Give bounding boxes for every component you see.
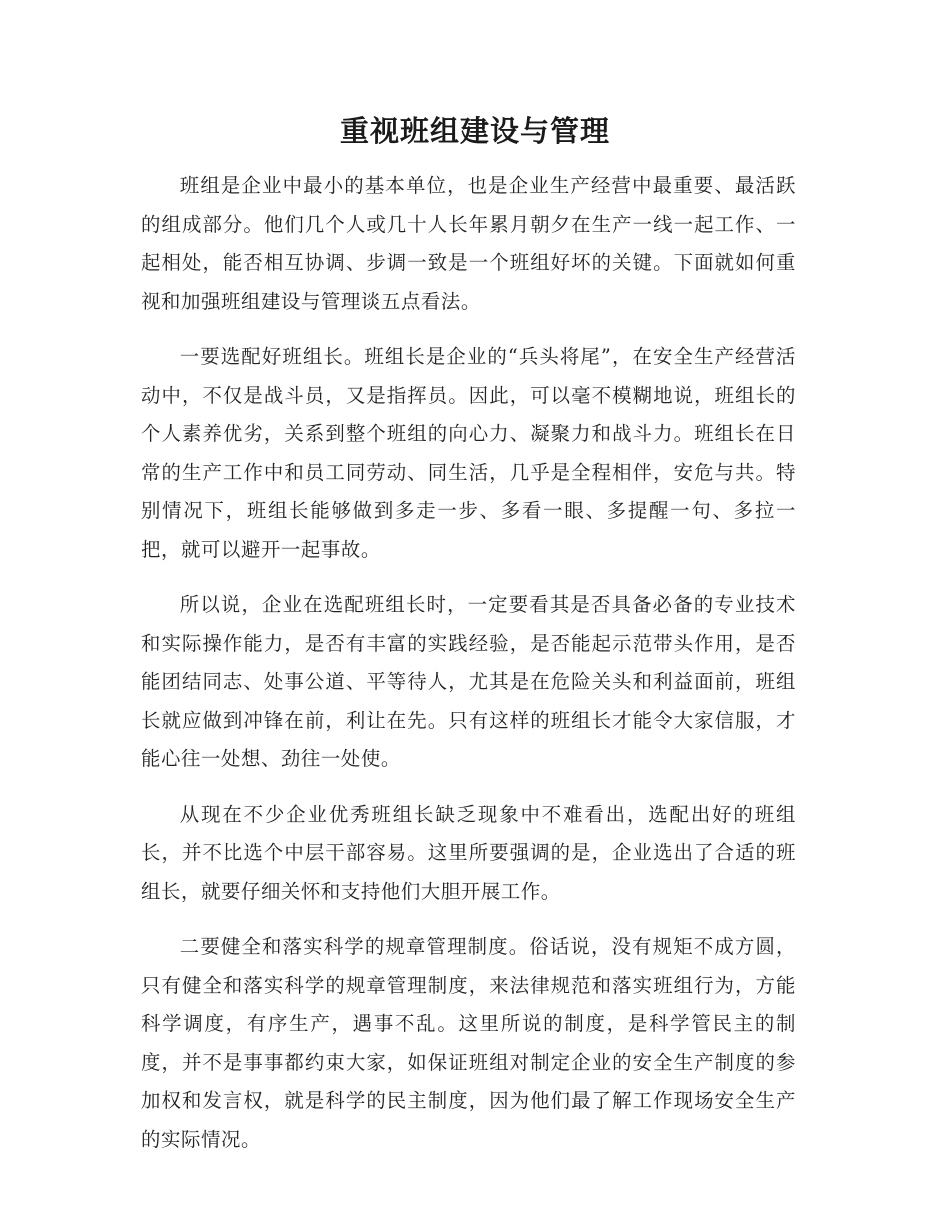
paragraph-point-one: 一要选配好班组长。班组长是企业的“兵头将尾”，在安全生产经营活动中，不仅是战斗员，又是指挥员。因此，可以毫不模糊地说，班组长的个人素养优劣，关系到整个班组的向心力、凝聚力和战斗力。班组长在日常的生产工作中和员工同劳动、同生活，几乎是全程相伴，安危与共。特别情况下，班组长能够做到多走一步、多看一眼、多提醒一句、多拉一把，就可以避开一起事故。 — [141, 345, 796, 561]
paragraph-leader-support: 从现在不少企业优秀班组长缺乏现象中不难看出，选配出好的班组长，并不比选个中层干部容易。这里所要强调的是，企业选出了合适的班组长，就要仔细关怀和支持他们大胆开展工作。 — [141, 802, 796, 903]
document-title: 重视班组建设与管理 — [339, 114, 610, 148]
paragraph-point-two: 二要健全和落实科学的规章管理制度。俗话说，没有规矩不成方圆，只有健全和落实科学的规章管理制度，来法律规范和落实班组行为，方能科学调度，有序生产，遇事不乱。这里所说的制度，是科学管民主的制度，并不是事事都约束大家，如保证班组对制定企业的安全生产制度的参加权和发言权，就是科学的民主制度，因为他们最了解工作现场安全生产的实际情况。 — [141, 935, 796, 1151]
document-body — [141, 167, 796, 1176]
paragraph-selection-criteria: 所以说，企业在选配班组长时，一定要看其是否具备必备的专业技术和实际操作能力，是否有丰富的实践经验，是否能起示范带头作用，是否能团结同志、处事公道、平等待人，尤其是在危险关头和利益面前，班组长就应做到冲锋在前，利让在先。只有这样的班组长才能令大家信服，才能心往一处想、劲往一处使。 — [141, 593, 796, 770]
paragraph-intro: 班组是企业中最小的基本单位，也是企业生产经营中最重要、最活跃的组成部分。他们几个人或几十人长年累月朝夕在生产一线一起工作、一起相处，能否相互协调、步调一致是一个班组好坏的关键。下面就如何重视和加强班组建设与管理谈五点看法。 — [141, 174, 796, 313]
